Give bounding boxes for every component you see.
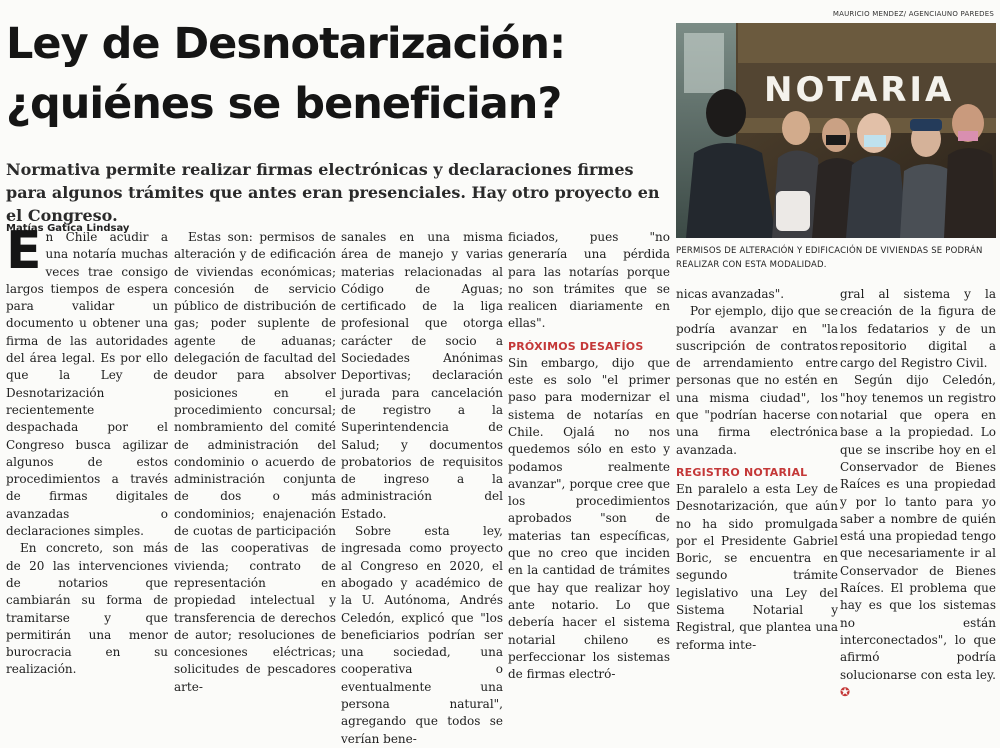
byline: Matías Gatica Lindsay [6,223,130,234]
paragraph [840,372,996,701]
paragraph: sanales en una misma área de manejo y varias materias relacionadas al Código de Aguas; certificado de la liga profesional que otorga carácter de socio a Sociedades Anónimas Deportivas; declaración jurada para cancelación de registro a la Superintendencia de Salud; y documentos probatorios de requisitos de ingreso a la administración del Estado. [341,230,503,521]
paragraph: En paralelo a esta Ley de Desnotarización, que aún no ha sido promulgada por el Presidente Gabriel Boric, se encuentra en segundo trámite legislativo una Ley del Sistema Notarial y Registral, que plantea una reforma inte- [676,481,838,652]
notaria-photo [676,23,996,238]
section-heading-registro-notarial: REGISTRO NOTARIAL [676,465,808,479]
headline [6,14,666,134]
paragraph: ficiados, pues "no generaría una pérdida para las notarías porque no son trámites que se realicen diariamente en ellas". [508,230,670,331]
paragraph: En concreto, son más de 20 las intervenciones de notarios que cambiarán su forma de tramitarse y que permitirán una menor burocracia en su realización. [6,541,168,677]
notaria-photo-scene [676,23,996,238]
paragraph-text: n Chile acudir a una notaría muchas veces trae consigo largos tiempos de espera para validar un documento u obtener una firma de las autoridades del área legal. Es por ello que la Ley de Desnotarización recientemente despachada por el Congreso busca agilizar algunos de estos procedimientos a través de firmas digitales avanzadas o declaraciones simples. [6,230,168,539]
article-column-6 [840,286,996,699]
photo-credit: MAURICIO MENDEZ/ AGENCIAUNO PAREDES [832,10,994,18]
article-column-4 [508,229,670,682]
article-column-3 [341,229,503,746]
paragraph: Estas son: permisos de alteración y de edificación de viviendas económicas; concesión de servicio público de distribución de gas; poder suplente de agente de aduanas; delegación de facultad del deudor para absolver posiciones en el procedimiento concursal; nombramiento del comité de administración del condominio o acuerdo de administración conjunta de dos o más condominios; enajenación de cuotas de participación de las cooperativas de vivienda; contrato de representación en propiedad intelectual y transferencia de derechos de autor; resoluciones de concesiones eléctricas; solicitudes de pescadores arte- [174,230,336,694]
headline-line-2: ¿quiénes se benefician? [6,79,562,129]
paragraph: Sin embargo, dijo que este es solo "el primer paso para modernizar el sistema de notarías en Chile. Ojalá no nos quedemos sólo en esto y podamos realmente avanzar", porque cree que los procedimientos aprobados "son de materias tan específicas, que no creo que inciden en la cantidad de trámites que hay que realizar hoy ante notario. Lo que debería hacer el sistema notarial chileno es perfeccionar los sistemas de firmas electró- [508,355,670,682]
subheadline: Normativa permite realizar firmas electrónicas y declaraciones firmes para algunos trámites que antes eran presenciales. Hay otro proyecto en el Congreso. [6,160,660,225]
article-column-2 [174,229,336,694]
article-column-5 [676,286,838,652]
section-heading-proximos-desafios: PRÓXIMOS DESAFÍOS [508,339,644,353]
drop-cap: E [6,221,42,281]
paragraph: nicas avanzadas". [676,287,785,301]
notaria-sign: NOTARIA [764,70,955,110]
paragraph: gral al sistema y la creación de la figura de los fedatarios y de un repositorio digital a cargo del Registro Civil. [840,287,996,371]
paragraph: Sobre esta ley, ingresada como proyecto al Congreso en 2020, el abogado y académico de la U. Autónoma, Andrés Celedón, explicó que "los beneficiarios podrían ser una sociedad, una cooperativa o eventualmente una persona natural", agregando que todos se verían bene- [341,524,503,746]
photo-caption: PERMISOS DE ALTERACIÓN Y EDIFICACIÓN DE VIVIENDAS SE PODRÁN REALIZAR CON ESTA MODALIDAD. [676,246,983,270]
headline-line-1: Ley de Desnotarización: [6,19,566,69]
paragraph-text: Según dijo Celedón, "hoy tenemos un registro notarial que opera en base a la propiedad. Lo que se inscribe hoy en el Conservador de Bienes Raíces es una propiedad y por lo tanto para yo saber a nombre de quién está una propiedad tengo que necesariamente ir al Conservador de Bienes Raíces. El problema que hay es que los sistemas no están interconectados", lo que afirmó podría solucionarse con esta ley. [840,373,996,682]
paragraph: Por ejemplo, dijo que se podría avanzar en "la suscripción de contratos de arrendamiento entre personas que no estén en una misma ciudad", los que "podrían hacerse con una firma electrónica avanzada. [676,304,838,457]
end-mark-icon: ✪ [840,684,851,699]
